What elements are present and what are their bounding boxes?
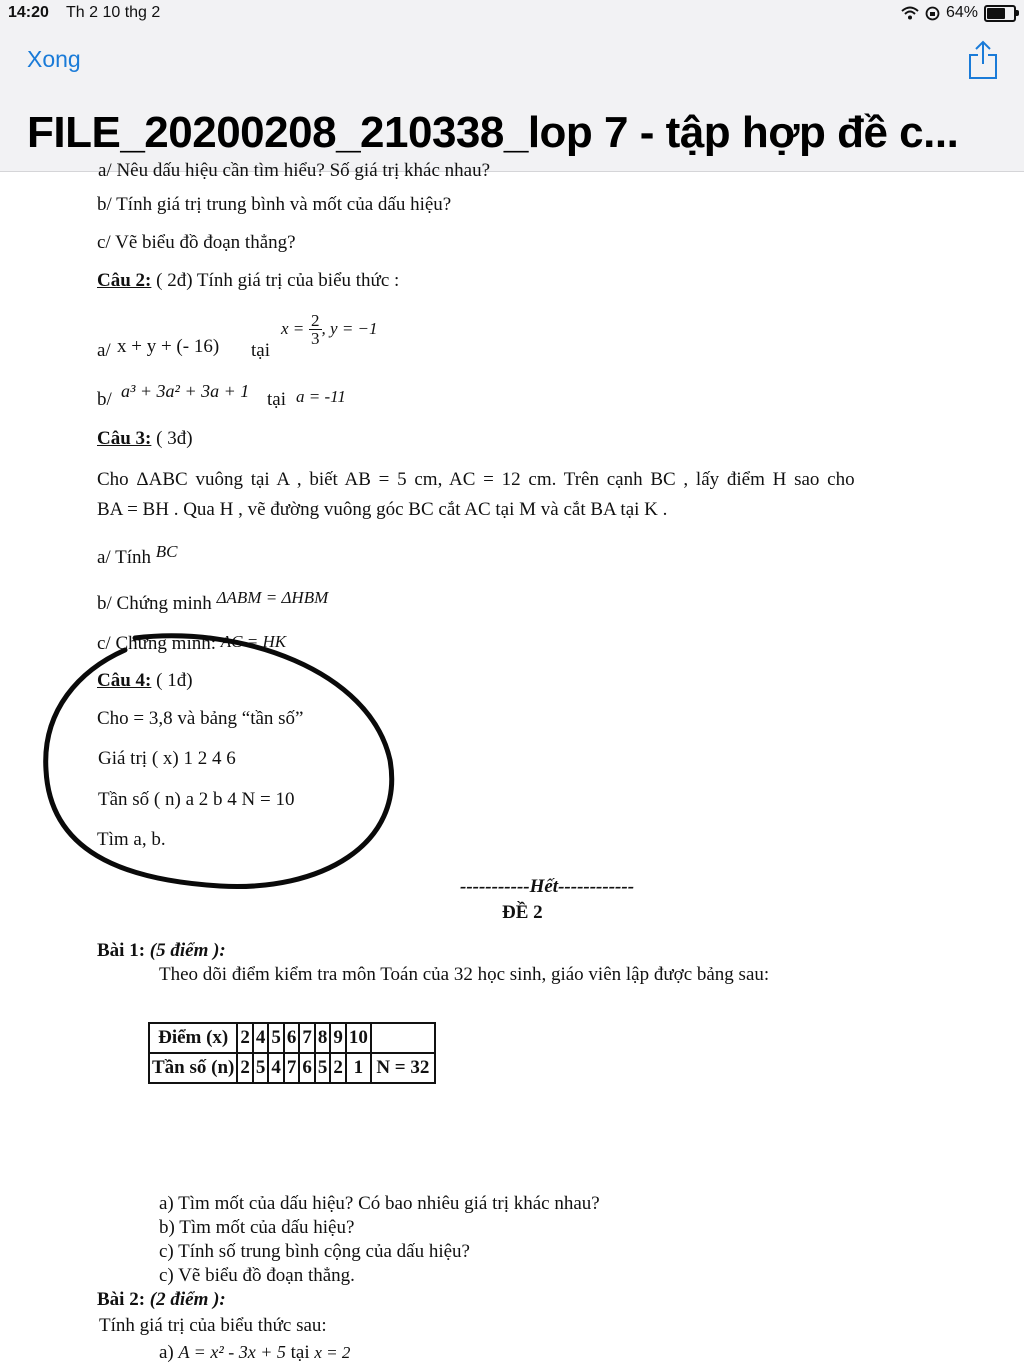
status-date: Th 2 10 thg 2	[66, 4, 161, 21]
table-row	[149, 1053, 435, 1083]
table-header-cell: Điểm (x)	[149, 1023, 237, 1053]
bai2-text: Tính giá trị của biểu thức sau:	[99, 1315, 327, 1336]
table-row	[149, 1023, 435, 1053]
share-icon[interactable]	[967, 40, 999, 80]
q3-c: c/ Chứng minh: AC = HK	[97, 632, 287, 654]
table-cell: 5	[315, 1053, 331, 1083]
table-cell: 4	[253, 1023, 269, 1053]
bai2-heading	[97, 1289, 226, 1311]
bai1-text: Theo dõi điểm kiểm tra môn Toán của 32 học sinh, giáo viên lập được bảng sau:	[159, 964, 770, 985]
q2-b-tai: tại	[267, 389, 286, 410]
q3-label: Câu 3:	[97, 428, 152, 449]
rotation-lock-icon	[925, 6, 940, 21]
status-bar	[0, 0, 1024, 28]
q3-text: ( 3đ)	[151, 428, 193, 449]
battery-percent: 64%	[945, 4, 978, 21]
q4-line-4: Tìm a, b.	[97, 829, 166, 850]
q4-text: ( 1đ)	[151, 670, 193, 691]
q2-a-condition: x = $\frac{2}{3}$ , y = −1	[281, 311, 378, 348]
q4-line-2: Giá trị ( x) 1 2 4 6	[98, 748, 236, 769]
table-cell: 7	[299, 1023, 315, 1053]
q3-line-1: Cho ΔABC vuông tại A , biết AB = 5 cm, AC = 12 cm. Trên cạnh BC , lấy điểm H sao cho	[97, 469, 855, 490]
frequency-table	[148, 1022, 436, 1084]
document-title: FILE_20200208_210338_lop 7 - tập hợp đề c...	[27, 108, 959, 157]
q1-b: b/ Tính giá trị trung bình và mốt của dấu hiệu?	[97, 194, 452, 215]
q4-label: Câu 4:	[97, 670, 152, 691]
bai1-label: Bài 1:	[97, 940, 146, 961]
done-button[interactable]: Xong	[27, 46, 81, 72]
wifi-icon	[901, 6, 919, 20]
q2-text: ( 2đ) Tính giá trị của biểu thức :	[151, 270, 400, 291]
table-cell: 4	[268, 1053, 284, 1083]
document-page[interactable]	[0, 160, 1024, 1365]
table-header-cell: Tần số (n)	[149, 1053, 237, 1083]
q2-a-prefix: a/	[97, 340, 111, 361]
nav-bar	[0, 28, 1024, 172]
de-2-heading: ĐỀ 2	[502, 902, 543, 923]
table-cell: 5	[253, 1053, 269, 1083]
bai2-points: (2 điểm ):	[145, 1289, 226, 1310]
hand-drawn-circle	[40, 630, 400, 892]
table-cell: 8	[315, 1023, 331, 1053]
q3-line-2: BA = BH . Qua H , vẽ đường vuông góc BC cắt AC tại M và cắt BA tại K .	[97, 499, 668, 520]
bai1-a: a) Tìm mốt của dấu hiệu? Có bao nhiêu giá trị khác nhau?	[159, 1193, 600, 1214]
cut-off-line: a/ Nêu dấu hiệu cần tìm hiểu? Số giá trị khác nhau?	[98, 160, 491, 181]
q2-heading	[97, 270, 399, 292]
table-cell	[371, 1023, 435, 1053]
status-right	[901, 4, 1016, 22]
q2-a-expr: x + y + (- 16)	[117, 336, 220, 357]
q2-a-tai: tại	[251, 340, 270, 361]
table-cell: 10	[346, 1023, 371, 1053]
bai1-points: (5 điểm ):	[145, 940, 226, 961]
q3-heading	[97, 428, 193, 450]
bai1-d: c) Vẽ biểu đồ đoạn thẳng.	[159, 1265, 355, 1286]
table-cell: 9	[330, 1023, 346, 1053]
fraction-two-thirds: $\frac{2}{3}$	[311, 311, 320, 348]
table-cell: 5	[268, 1023, 284, 1053]
table-cell: 7	[284, 1053, 300, 1083]
q3-a: a/ Tính BC	[97, 542, 178, 568]
table-cell: 1	[346, 1053, 371, 1083]
table-cell: 6	[284, 1023, 300, 1053]
bai1-heading	[97, 940, 226, 962]
q2-b-cond: a = -11	[296, 387, 346, 406]
q2-b-prefix: b/	[97, 389, 112, 410]
table-cell: 6	[299, 1053, 315, 1083]
end-mark: -----------Hết------------	[460, 876, 635, 897]
q4-line-1: Cho = 3,8 và bảng “tần số”	[97, 708, 304, 729]
table-cell: 2	[237, 1023, 253, 1053]
q1-c: c/ Vẽ biểu đồ đoạn thẳng?	[97, 232, 296, 253]
q3-b: b/ Chứng minh ΔABM = ΔHBM	[97, 588, 329, 614]
bai1-b: b) Tìm mốt của dấu hiệu?	[159, 1217, 355, 1238]
table-cell: 2	[330, 1053, 346, 1083]
table-cell: N = 32	[371, 1053, 435, 1083]
q4-line-3: Tần số ( n) a 2 b 4 N = 10	[98, 789, 295, 810]
bai2-label: Bài 2:	[97, 1289, 146, 1310]
status-time: 14:20	[8, 4, 49, 21]
table-cell: 2	[237, 1053, 253, 1083]
bai2-a: a) A = x² - 3x + 5 tại x = 2	[159, 1342, 351, 1363]
q2-label: Câu 2:	[97, 270, 152, 291]
battery-icon	[984, 5, 1016, 22]
q2-b-expr: a³ + 3a² + 3a + 1	[121, 381, 250, 401]
bai1-c: c) Tính số trung bình cộng của dấu hiệu?	[159, 1241, 470, 1262]
